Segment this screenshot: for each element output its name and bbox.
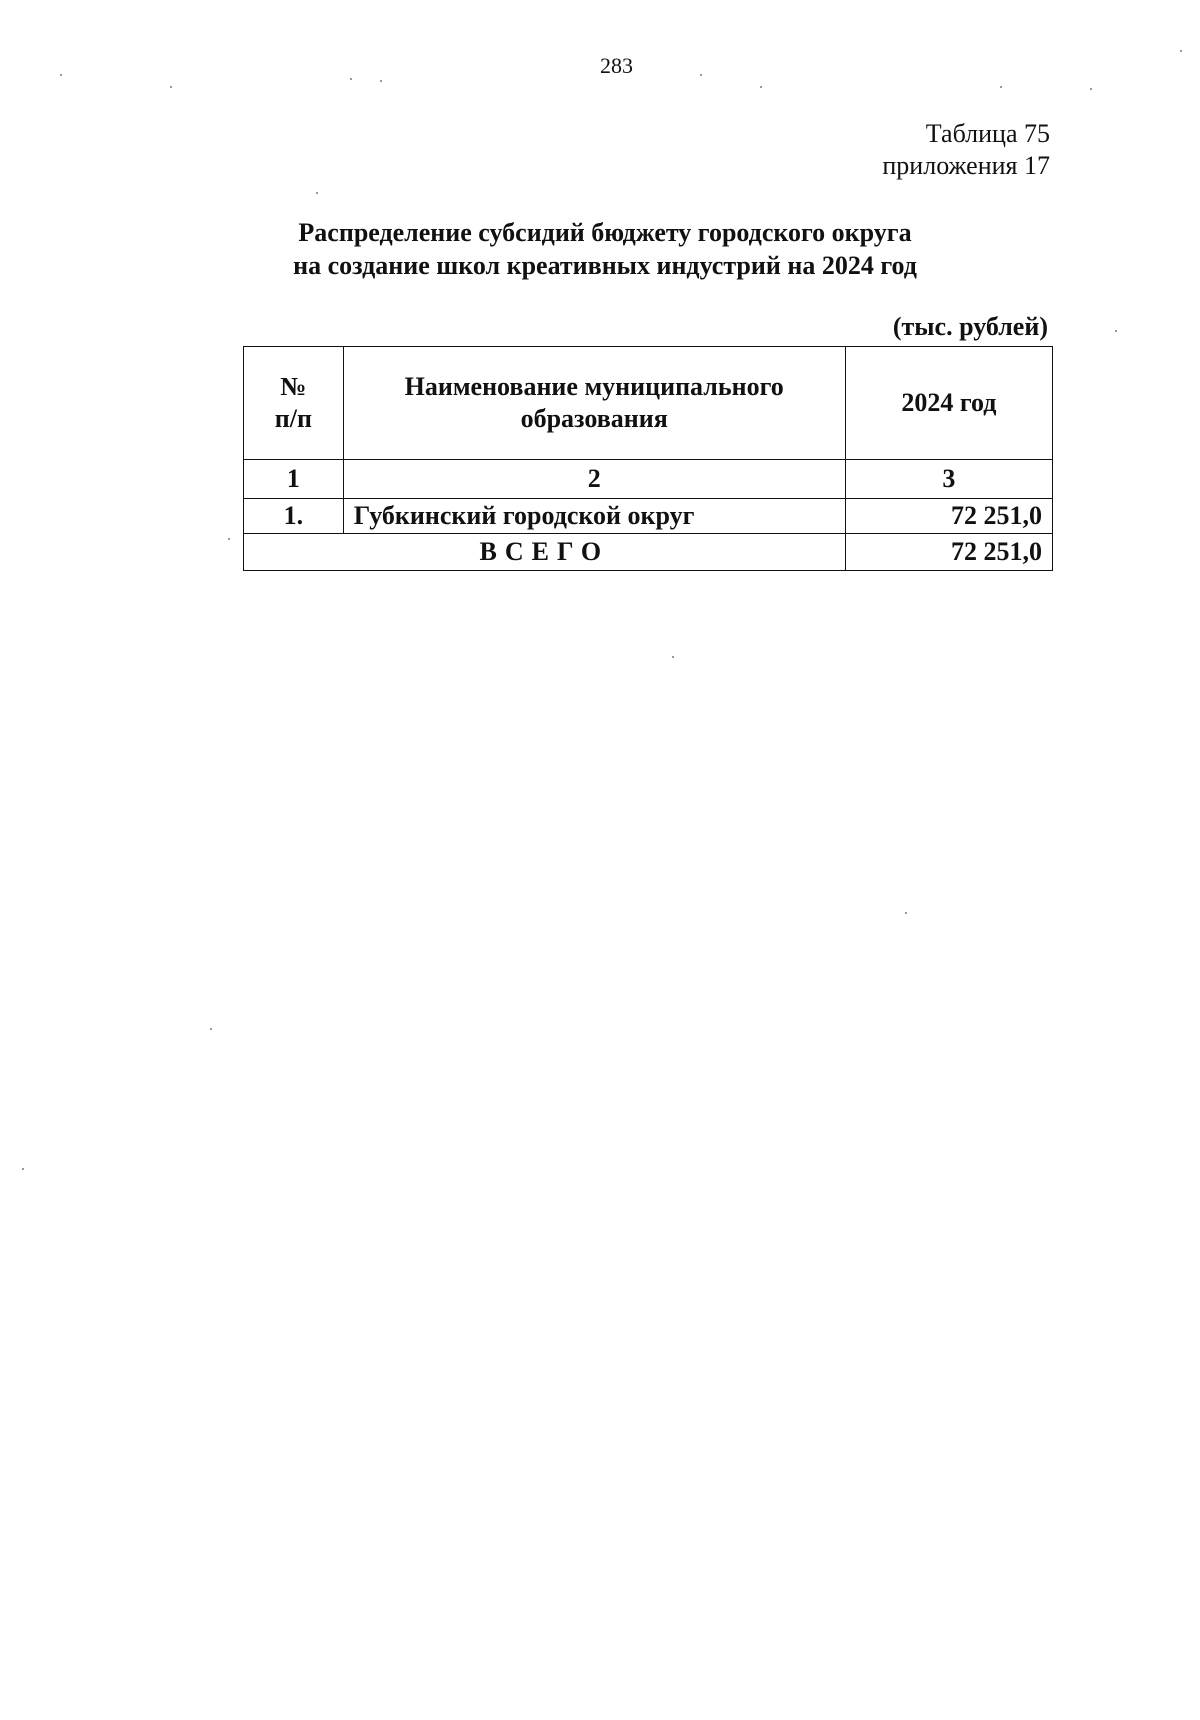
total-label: ВСЕГО [244,534,846,571]
table-header-row [244,347,1053,460]
header-number-cell [244,347,344,460]
scan-speck [210,1028,212,1030]
scan-speck [1115,330,1117,332]
table-reference-line1: Таблица 75 [925,119,1050,148]
scan-speck [760,86,762,88]
total-row [244,534,1053,571]
scan-speck [60,74,62,76]
scan-speck [700,74,702,76]
header-name-cell [343,347,845,460]
column-number-2: 2 [343,460,845,499]
scan-speck [1180,50,1182,52]
row-amount: 72 251,0 [845,499,1052,534]
header-number-abbrev: п/п [274,404,312,433]
header-number-symbol: № [280,372,307,401]
row-municipality-name: Губкинский городской округ [343,499,845,534]
column-number-row [244,460,1053,499]
header-name-line1: Наименование муниципального [404,372,784,401]
header-name-line2: образования [520,404,668,433]
scan-speck [316,192,318,194]
header-year-cell: 2024 год [845,347,1052,460]
scan-speck [228,538,230,540]
scan-speck [672,656,674,658]
scan-speck [170,86,172,88]
scan-speck [1090,88,1092,90]
column-number-3: 3 [845,460,1052,499]
total-amount: 72 251,0 [845,534,1052,571]
table-reference-line2: приложения 17 [882,151,1050,180]
subsidy-table [243,346,1053,571]
document-title-line2: на создание школ креативных индустрий на 2024 год [293,251,917,280]
document-title-line1: Распределение субсидий бюджету городского округа [298,218,912,247]
page-number: 283 [600,53,633,78]
column-number-1: 1 [244,460,344,499]
table-reference [882,118,1050,182]
scan-speck [350,78,352,80]
scan-speck [22,1168,24,1170]
scan-speck [380,80,382,82]
scan-speck [905,912,907,914]
row-number: 1. [244,499,344,534]
scan-speck [1000,86,1002,88]
table-row [244,499,1053,534]
units-label: (тыс. рублей) [892,312,1048,341]
document-title [240,216,970,282]
